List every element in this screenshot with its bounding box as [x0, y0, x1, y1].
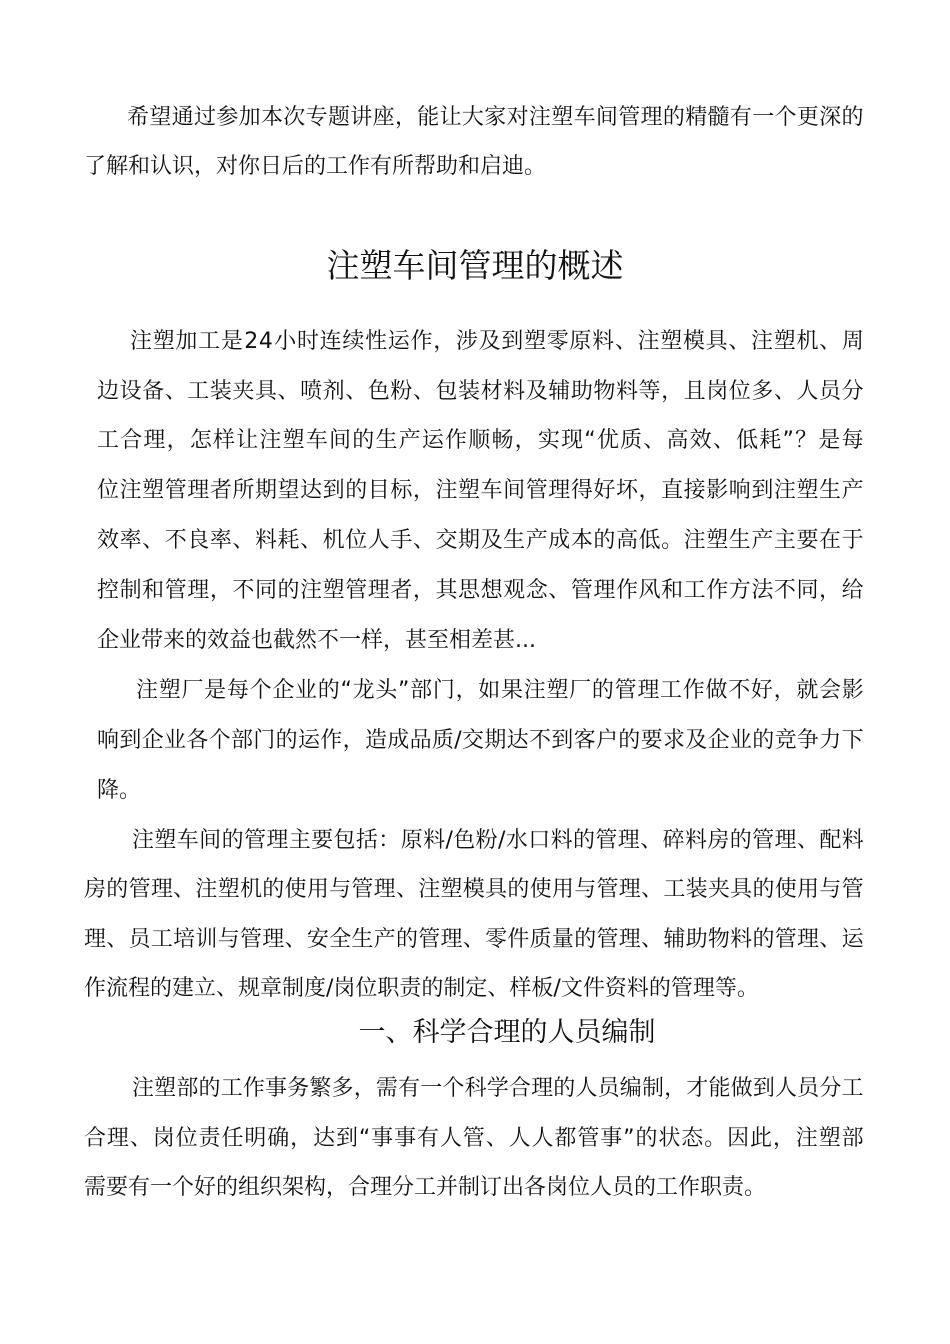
overview-p2-line-3: 降。 — [97, 778, 142, 803]
overview-p1-line-3: 工 合 理 ， 怎 样 让 注 塑 车 间 的 生 产 运 作 顺 畅 ， 实 现 “ 优 质 、 高 效 、 低 耗 ” ？ 是 每 — [97, 428, 864, 453]
overview-p1-line-2: 边 设 备 、 工 装 夹 具 、 喷 剂 、 色 粉 、 包 装 材 料 及 辅 助 物 料 等 ， 且 岗 位 多 、 人 员 分 — [97, 379, 864, 404]
overview-p3-line-4: 作流程的建立、规章制度/岗位职责的制定、样板/文件资料的管理等。 — [84, 976, 759, 1001]
overview-p3-line-2: 房 的 管 理 、 注 塑 机 的 使 用 与 管 理 、 注 塑 模 具 的 使 用 与 管 理 、 工 装 夹 具 的 使 用 与 管 — [84, 877, 864, 902]
overview-p3-line-3: 理 、 员 工 培 训 与 管 理 、 安 全 生 产 的 管 理 、 零 件 质 量 的 管 理 、 辅 助 物 料 的 管 理 、 运 — [84, 927, 864, 952]
section1-line-2: 合 理 、 岗 位 责 任 明 确 ， 达 到 “ 事 事 有 人 管 、 人 人 都 管 事 ” 的 状 态 。 因 此 ， 注 塑 部 — [84, 1126, 864, 1151]
overview-p1-line-5: 效 率 、 不 良 率 、 料 耗 、 机 位 人 手 、 交 期 及 生 产 成 本 的 高 低 。 注 塑 生 产 主 要 在 于 — [97, 528, 864, 553]
overview-p1-line-7: 企业带来的效益也截然不一样，甚至相差甚... — [97, 628, 536, 653]
section1-line-3: 需要有一个好的组织架构，合理分工并制订出各岗位人员的工作职责。 — [84, 1175, 767, 1200]
section1-line-1: 注 塑 部 的 工 作 事 务 繁 多 ， 需 有 一 个 科 学 合 理 的 人 员 编 制 ， 才 能 做 到 人 员 分 工 — [132, 1076, 864, 1101]
overview-p2-line-1: 注 塑 厂 是 每 个 企 业 的 “ 龙 头 ” 部 门 ， 如 果 注 塑 厂 的 管 理 工 作 做 不 好 ， 就 会 影 — [136, 678, 864, 703]
overview-p1-line-1: 注 塑 加 工 是 2 4 小 时 连 续 性 运 作 ， 涉 及 到 塑 零 原 料 、 注 塑 模 具 、 注 塑 机 、 周 — [130, 329, 864, 354]
intro-line-2: 了解和认识，对你日后的工作有所帮助和启迪。 — [84, 154, 547, 179]
overview-p1-line-4: 位 注 塑 管 理 者 所 期 望 达 到 的 目 标 ， 注 塑 车 间 管 理 得 好 坏 ， 直 接 影 响 到 注 塑 生 产 — [97, 478, 864, 503]
overview-p1-line-6: 控 制 和 管 理 ， 不 同 的 注 塑 管 理 者 ， 其 思 想 观 念 、 管 理 作 风 和 工 作 方 法 不 同 ， 给 — [97, 578, 864, 603]
intro-line-1: 希 望 通 过 参 加 本 次 专 题 讲 座 ， 能 让 大 家 对 注 塑 车 间 管 理 的 精 髓 有 一 个 更 深 的 — [127, 105, 864, 130]
overview-p3-line-1: 注 塑 车 间 的 管 理 主 要 包 括 ： 原 料 / 色 粉 / 水 口 料 的 管 理 、 碎 料 房 的 管 理 、 配 料 — [132, 828, 864, 853]
page-title: 注塑车间管理的概述 — [326, 246, 624, 285]
section-heading: 一、科学合理的人员编制 — [358, 1017, 656, 1048]
overview-p2-line-2: 响 到 企 业 各 个 部 门 的 运 作 ， 造 成 品 质 / 交 期 达 不 到 客 户 的 要 求 及 企 业 的 竞 争 力 下 — [97, 728, 864, 753]
